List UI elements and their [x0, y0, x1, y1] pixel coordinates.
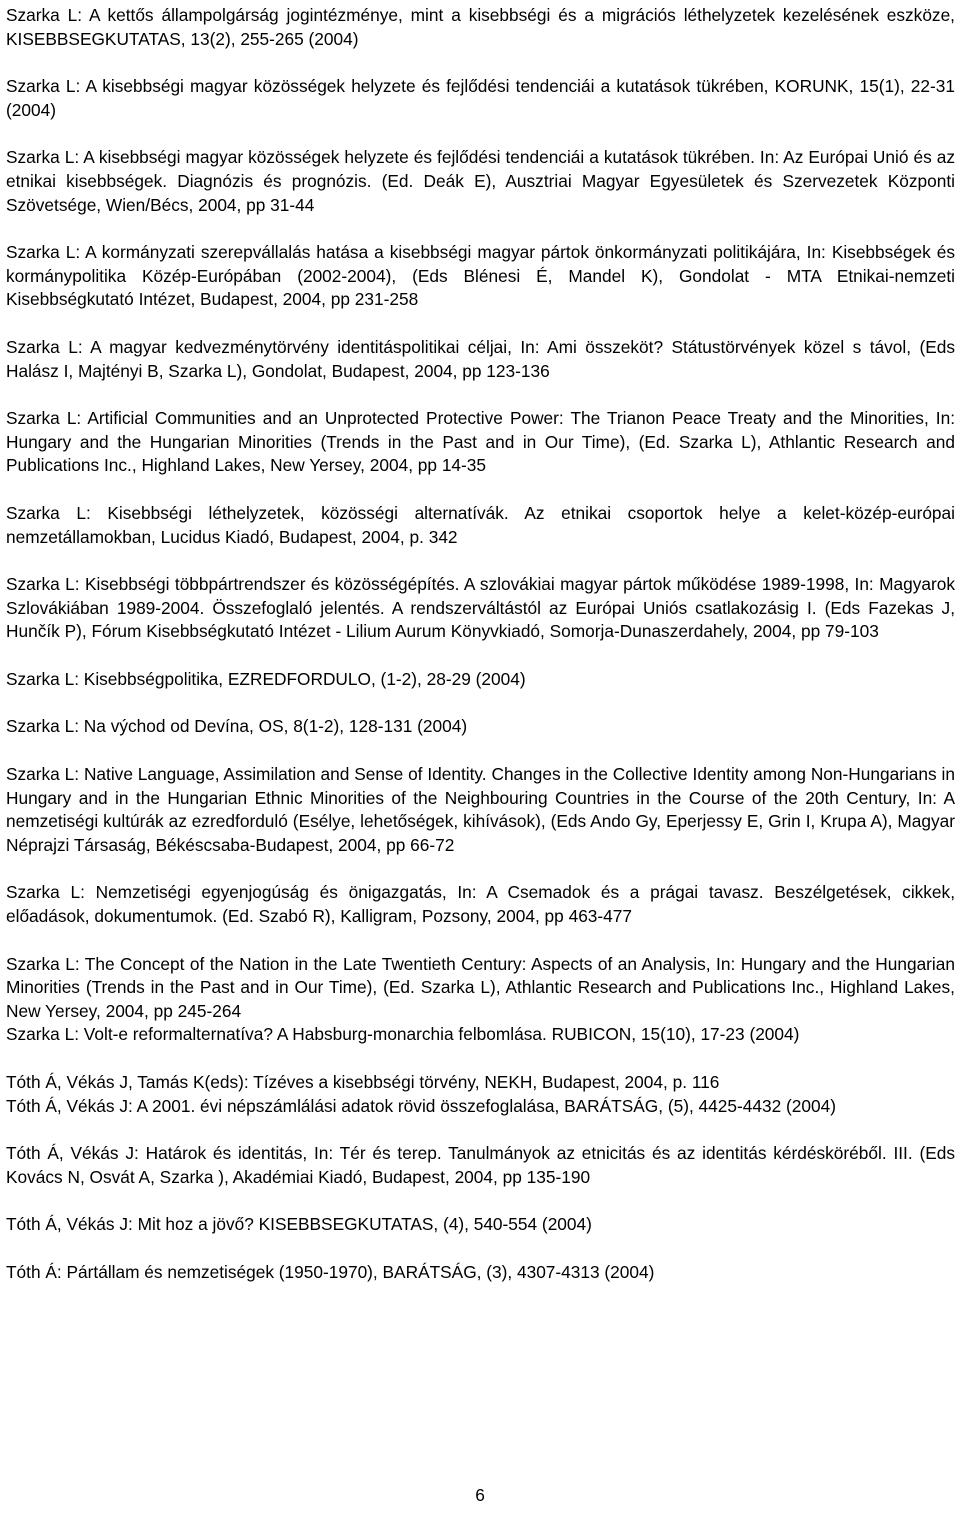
bibliography-entry: Szarka L: Artificial Communities and an Unprotected Protective Power: The Trianon Peace Treaty and the Minorities, In: Hungary and the Hungarian Minorities (Trends in the Past and in Our Time), (Ed. Szarka L), Athlantic Research and Publications Inc., Highland Lakes, New Yersey, 2004, pp 14-35	[6, 408, 955, 476]
bibliography-entry: Tóth Á, Vékás J: Mit hoz a jövő? KISEBBSEGKUTATAS, (4), 540-554 (2004)	[6, 1214, 592, 1235]
bibliography-entry: Szarka L: A kisebbségi magyar közösségek helyzete és fejlődési tendenciái a kutatások tükrében, KORUNK, 15(1), 22-31 (2004)	[6, 76, 955, 120]
bibliography-entry: Tóth Á, Vékás J: Határok és identitás, In: Tér és terep. Tanulmányok az etnicitás és az identitás kérdésköréből. III. (Eds Kovács N, Osvát A, Szarka ), Akadémiai Kiadó, Budapest, 2004, pp 135-190	[6, 1143, 955, 1187]
bibliography-entry: Szarka L: The Concept of the Nation in the Late Twentieth Century: Aspects of an Analysis, In: Hungary and the Hungarian Minorities (Trends in the Past and in Our Time), (Ed. Szarka L), Athlantic Research and Publications Inc., Highland Lakes, New Yersey, 2004, pp 245-264	[6, 953, 955, 1021]
page-number: 6	[475, 1485, 485, 1505]
bibliography-entry: Szarka L: A magyar kedvezménytörvény identitáspolitikai céljai, In: Ami összeköt? Státustörvények közel s távol, (Eds Halász I, Majtényi B, Szarka L), Gondolat, Budapest, 2004, pp 123-136	[6, 336, 955, 381]
bibliography-entry: Tóth Á: Pártállam és nemzetiségek (1950-1970), BARÁTSÁG, (3), 4307-4313 (2004)	[6, 1261, 655, 1282]
bibliography-entry: Szarka L: A kettős állampolgárság jogintézménye, mint a kisebbségi és a migrációs léthelyzetek kezelésének eszköze, KISEBBSEGKUTATAS, 13(2), 255-265 (2004)	[6, 5, 955, 49]
bibliography-entry: Szarka L: Kisebbségi léthelyzetek, közösségi alternatívák. Az etnikai csoportok helye a kelet-közép-európai nemzetállamokban, Lucidus Kiadó, Budapest, 2004, p. 342	[6, 502, 955, 547]
bibliography-entry: Szarka L: Na východ od Devína, OS, 8(1-2), 128-131 (2004)	[6, 716, 468, 737]
bibliography-entry: Szarka L: Kisebbségi többpártrendszer és közösségépítés. A szlovákiai magyar pártok működése 1989-1998, In: Magyarok Szlovákiában 1989-2004. Összefoglaló jelentés. A rendszerváltástól az Európai Uniós csatlakozásig I. (Eds Fazekas J, Hunčík P), Fórum Kisebbségkutató Intézet - Lilium Aurum Könyvkiadó, Somorja-Dunaszerdahely, 2004, pp 79-103	[6, 574, 955, 642]
bibliography-entry: Tóth Á, Vékás J: A 2001. évi népszámlálási adatok rövid összefoglalása, BARÁTSÁG, (5), 4425-4432 (2004)	[6, 1095, 836, 1116]
bibliography-page	[6, 4, 955, 1285]
bibliography-entry: Tóth Á, Vékás J, Tamás K(eds): Tízéves a kisebbségi törvény, NEKH, Budapest, 2004, p. 116	[6, 1072, 720, 1092]
bibliography-entry: Szarka L: Volt-e reformalternatíva? A Habsburg-monarchia felbomlása. RUBICON, 15(10), 17-23 (2004)	[6, 1024, 800, 1045]
bibliography-entry: Szarka L: A kormányzati szerepvállalás hatása a kisebbségi magyar pártok önkormányzati politikájára, In: Kisebbségek és kormánypolitika Közép-Európában (2002-2004), (Eds Blénesi É, Mandel K), Gondolat - MTA Etnikai-nemzeti Kisebbségkutató Intézet, Budapest, 2004, pp 231-258	[6, 242, 955, 310]
bibliography-entry: Szarka L: A kisebbségi magyar közösségek helyzete és fejlődési tendenciái a kutatások tükrében. In: Az Európai Unió és az etnikai kisebbségek. Diagnózis és prognózis. (Ed. Deák E), Ausztriai Magyar Egyesületek és Szervezetek Központi Szövetsége, Wien/Bécs, 2004, pp 31-44	[6, 147, 955, 215]
bibliography-entry: Szarka L: Native Language, Assimilation and Sense of Identity. Changes in the Collective Identity among Non-Hungarians in Hungary and in the Hungarian Ethnic Minorities of the Neighbouring Countries in the Course of the 20th Century, In: A nemzetiségi kultúrák az ezredforduló (Esélye, lehetőségek, kihívások), (Eds Ando Gy, Eperjessy E, Grin I, Krupa A), Magyar Néprajzi Társaság, Békéscsaba-Budapest, 2004, pp 66-72	[6, 764, 955, 855]
bibliography-entry: Szarka L: Nemzetiségi egyenjogúság és önigazgatás, In: A Csemadok és a prágai tavasz. Beszélgetések, cikkek, előadások, dokumentumok. (Ed. Szabó R), Kalligram, Pozsony, 2004, pp 463-477	[6, 882, 955, 927]
bibliography-entry: Szarka L: Kisebbségpolitika, EZREDFORDULO, (1-2), 28-29 (2004)	[6, 668, 526, 689]
